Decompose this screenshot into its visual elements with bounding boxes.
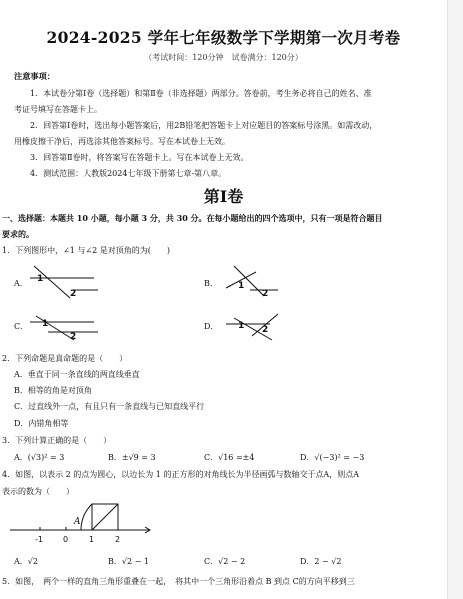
note-line-3: 2．回答第Ⅰ卷时，选出每小题答案后，用2B铅笔把答题卡上对应题目的答案标号涂黑。如需改动， — [30, 121, 378, 130]
q4-point-a-label: A — [74, 517, 81, 527]
q3-option-a: A．(√3)² = 3 — [14, 453, 65, 462]
q4-tick-label-2: 2 — [115, 535, 121, 544]
q4-tick-label-0: 0 — [63, 535, 69, 544]
q4-option-b: B．√2 − 1 — [108, 557, 149, 566]
q2-option-b: B．相等的角是对顶角 — [14, 386, 92, 395]
q4-option-a: A．√2 — [14, 557, 38, 566]
q2-option-a: A．垂直于同一条直线的两直线垂直 — [14, 370, 140, 379]
q3-option-c: C．√16 =±4 — [204, 453, 255, 462]
exam-subtitle: （考试时间：120分钟 试卷满分：120分） — [144, 53, 303, 62]
exam-title: 2024-2025 学年七年级数学下学期第一次月考卷 — [46, 28, 401, 47]
q4-option-c: C．√2 − 2 — [204, 557, 246, 566]
q3-option-b: B．±√9 = 3 — [108, 453, 156, 462]
q1-stem: 1．下列图形中，∠1 与∠2 是对顶角的为( ) — [2, 246, 171, 255]
note-line-4: 用橡皮擦干净后，再选涂其他答案标号。写在本试卷上无效。 — [14, 137, 230, 146]
q4-tick-label-1: 1 — [89, 535, 95, 544]
q2-stem: 2．下列命题是真命题的是（ ） — [2, 354, 128, 363]
q1-figure-b — [226, 266, 286, 300]
q3-stem: 3．下列计算正确的是（ ） — [2, 436, 112, 445]
q4-stem-line-1: 4．如图，以表示 2 的点为圆心，以边长为 1 的正方形的对角线长为半径画弧与数轴交于点A，则点A — [2, 470, 359, 479]
q1d-angle-1: 1 — [238, 321, 245, 331]
q4-stem-line-2: 表示的数为（ ） — [2, 487, 74, 496]
q4-number-line-figure — [10, 502, 160, 546]
note-line-2: 考证号填写在答题卡上。 — [14, 105, 102, 114]
q1-option-d-label: D． — [204, 322, 219, 331]
q1-option-c-label: C． — [14, 322, 29, 331]
note-line-1: 1．本试卷分第Ⅰ卷（选择题）和第Ⅱ卷（非选择题）两部分。答卷前，考生务必将自己的姓名、准 — [30, 89, 372, 98]
note-line-5: 3．回答第Ⅱ卷时，将答案写在答题卡上。写在本试卷上无效。 — [30, 153, 249, 162]
q4-tick-label-neg1: -1 — [35, 535, 43, 544]
section-title: 第Ⅰ卷 — [203, 187, 244, 206]
q1b-angle-1: 1 — [238, 281, 245, 291]
q5-stem: 5．如图， 两个一样的直角三角形重叠在一起， 将其中一个三角形沿着点 B 到点 C的方向平移到三 — [2, 577, 355, 586]
q1-figure-d — [226, 310, 286, 342]
q3-option-d: D．√(−3)² = −3 — [300, 453, 365, 462]
q1a-angle-1: 1 — [37, 274, 44, 284]
note-line-6: 4．测试范围：人教版2024七年级下册第七章-第八章。 — [30, 169, 227, 178]
q1-option-b-label: B． — [204, 279, 218, 288]
notes-heading: 注意事项： — [14, 71, 55, 81]
q1c-angle-1: 1 — [42, 319, 49, 329]
part-heading-line-2: 要求的。 — [2, 229, 34, 239]
q1b-angle-2: 2 — [262, 289, 269, 299]
part-heading-line-1: 一、选择题：本题共 10 小题，每小题 3 分，共 30 分。在每小题给出的四个选项中，只有一项是符合题目 — [2, 213, 383, 223]
q4-option-d: D．2 − √2 — [300, 557, 342, 566]
q1c-angle-2: 2 — [70, 332, 77, 342]
vertical-scrollbar[interactable] — [447, 0, 463, 599]
q2-option-c: C．过直线外一点，有且只有一条直线与已知直线平行 — [14, 402, 205, 411]
q1a-angle-2: 2 — [70, 289, 77, 299]
q1d-angle-2: 2 — [262, 325, 269, 335]
q1-option-a-label: A． — [14, 279, 28, 288]
q2-option-d: D．内错角相等 — [14, 419, 69, 428]
q1-figure-a — [30, 266, 100, 300]
q1-figure-c — [30, 310, 110, 342]
